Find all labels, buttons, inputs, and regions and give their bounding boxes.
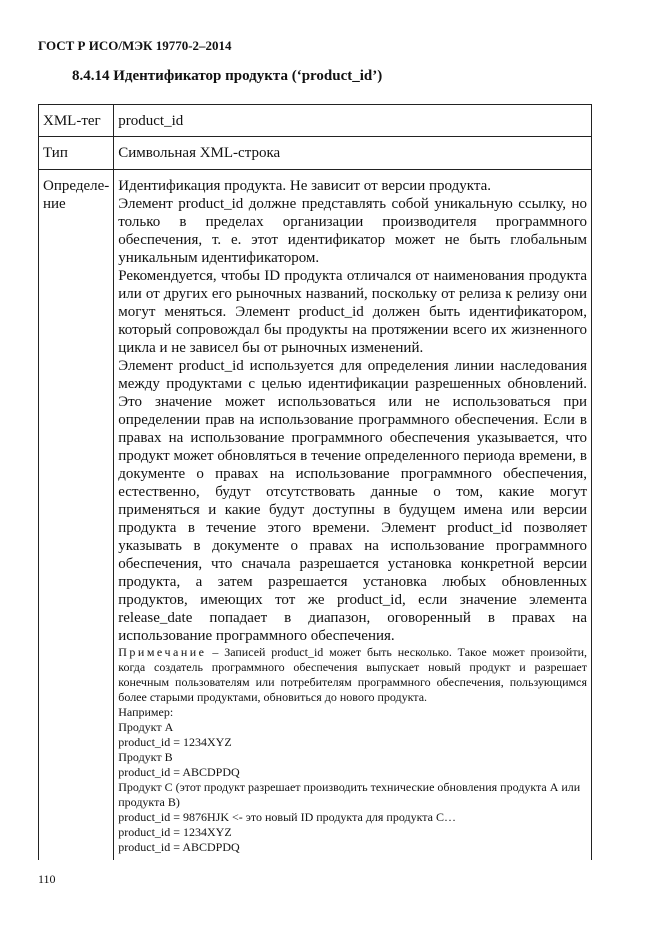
type-label: Тип: [39, 137, 114, 170]
note: [118, 645, 587, 705]
note-label: Примечание: [118, 645, 207, 659]
example-line: Продукт С (этот продукт разрешает производить технические обновления продукта А или продукта В): [118, 780, 581, 809]
example-line: product_id = ABCDPDQ: [118, 840, 240, 854]
document-header: ГОСТ Р ИСО/МЭК 19770-2–2014: [38, 38, 232, 53]
example-line: product_id = 1234XYZ: [118, 825, 232, 839]
example-line: product_id = ABCDPDQ: [118, 765, 240, 779]
definition-paragraph: Рекомендуется, чтобы ID продукта отличался от наименования продукта или от других его рыночных названий, поскольку от релиза к релизу они могут меняться. Элемент product_id должен быть идентификатором, который сопровождал бы продукты на протяжении всего их жизненного цикла и не зависел бы от рыночных изменений.: [118, 268, 587, 356]
xml-tag-value: product_id: [114, 105, 592, 137]
page-number: 110: [38, 872, 56, 886]
example-line: product_id = 1234XYZ: [118, 735, 232, 749]
definition-paragraph: Элемент product_id должне представлять собой уникальную ссылку, но только в пределах организации производителя программного обеспечения, т. е. этот идентификатор может не быть глобальным уникальным идентификатором.: [118, 196, 587, 266]
definition-table: [38, 104, 592, 860]
xml-tag-label: XML-тег: [39, 105, 114, 137]
definition-paragraph: Идентификация продукта. Не зависит от версии продукта.: [118, 178, 491, 194]
example-line: Продукт В: [118, 750, 173, 764]
note-text: Записей product_id может быть несколько. Такое может произойти, когда создатель программного обеспечения выпускает новый продукт и разрешает конечным пользователям или потребителям программного обеспечения, пользующимся более старыми продуктами, обновиться до нового продукта.: [118, 645, 588, 704]
type-value: Символьная XML-строка: [114, 137, 592, 170]
table-row-type: [39, 137, 592, 170]
note-dash: –: [206, 645, 225, 659]
section-title: 8.4.14 Идентификатор продукта (‘product_id’): [72, 68, 383, 84]
table-row-definition: [39, 170, 592, 860]
example-line: Продукт А: [118, 720, 174, 734]
example-line: Например:: [118, 705, 174, 719]
example-line: product_id = 9876HJK <- это новый ID продукта для продукта С…: [118, 810, 457, 824]
definition-label: Определе- ние: [39, 170, 114, 860]
table-row-xml-tag: [39, 105, 592, 137]
definition-paragraph: Элемент product_id используется для определения линии наследования между продуктами с целью идентификации разрешенных обновлений. Это значение может использоваться или не использоваться при определении прав на использование программного обеспечения. Если в правах на использование программного обеспечения указывается, что продукт может обновляться в течение определенного периода времени, в документе о правах на использование программного обеспечения, естественно, будут отсутствовать данные о том, какие могут применяться и какие будут доступны в будущем имена или версии продукта в течение этого времени. Элемент product_id позволяет указывать в документе о правах на использование программного обеспечения, что сначала разрешается установка конкретной версии продукта, а затем разрешается установка любых обновленных продуктов, имеющих тот же product_id, если значение элемента release_date попадает в диапазон, оговоренный в правах на использование программного обеспечения.: [118, 358, 587, 644]
definition-value: [114, 170, 592, 860]
